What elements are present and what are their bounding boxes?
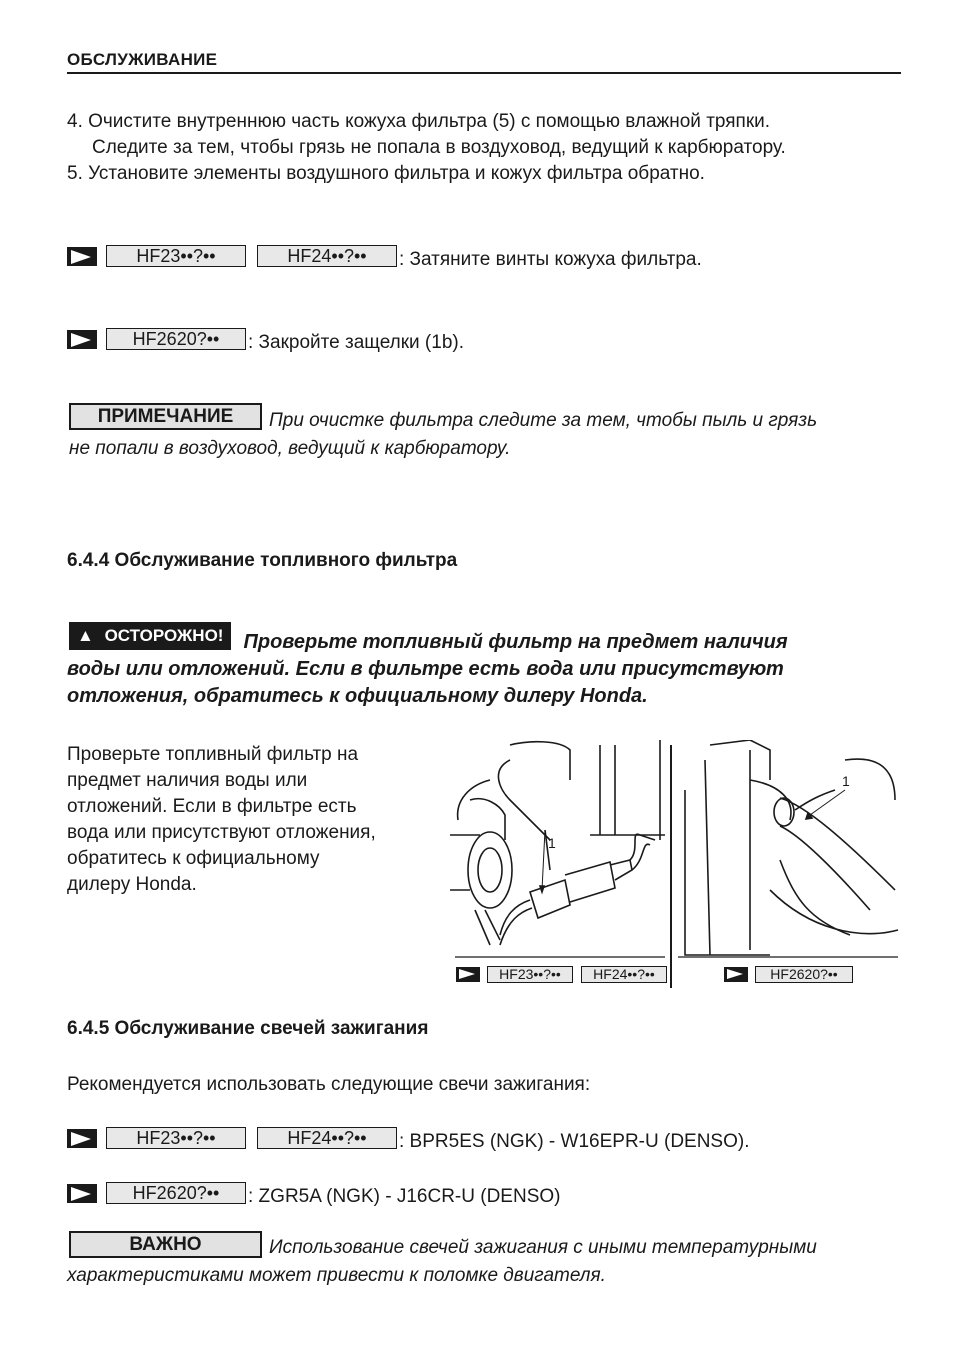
model-tag: HF24••?•• <box>257 245 397 267</box>
arrow-right-icon <box>67 330 97 349</box>
model-tag: HF24••?•• <box>257 1127 397 1149</box>
model-tag: HF23••?•• <box>106 245 246 267</box>
step-4-continued: Следите за тем, чтобы грязь не попала в воздуховод, ведущий к карбюратору. <box>92 137 786 158</box>
caption-right <box>724 966 853 983</box>
warning-text-line2: воды или отложений. Если в фильтре есть вода или присутствуют <box>67 658 784 680</box>
body-line: обратитесь к официальному <box>67 848 320 869</box>
important-label: ВАЖНО <box>69 1231 262 1258</box>
warning-label: ОСТОРОЖНО! <box>104 626 224 645</box>
model-note-1 <box>67 243 702 269</box>
step-5: 5. Установите элементы воздушного фильтра и кожух фильтра обратно. <box>67 163 705 184</box>
important-block <box>69 1231 817 1258</box>
note-block <box>69 403 817 430</box>
body-line: предмет наличия воды или <box>67 770 308 791</box>
model-note-text: : Закройте защелки (1b). <box>248 332 464 353</box>
spark-plugs-intro: Рекомендуется использовать следующие свечи зажигания: <box>67 1074 591 1095</box>
section-title: ОБСЛУЖИВАНИЕ <box>67 50 218 69</box>
body-line: отложений. Если в фильтре есть <box>67 796 357 817</box>
model-note-2 <box>67 326 464 352</box>
model-tag: HF24••?•• <box>581 966 667 983</box>
warning-triangle-icon: ▲ <box>77 626 94 645</box>
model-tag: HF2620?•• <box>106 328 246 350</box>
note-label: ПРИМЕЧАНИЕ <box>69 403 262 430</box>
caption-left <box>456 966 667 983</box>
fuel-filter-illustration <box>450 740 900 990</box>
arrow-right-icon <box>67 247 97 266</box>
model-tag: HF2620?•• <box>755 966 853 983</box>
callout-left: 1 <box>548 835 556 851</box>
body-line: дилеру Honda. <box>67 874 197 895</box>
model-tag: HF23••?•• <box>106 1127 246 1149</box>
arrow-right-icon <box>456 967 480 982</box>
note-text-line1: При очистке фильтра следите за тем, чтобы пыль и грязь <box>269 410 818 431</box>
warning-badge <box>69 622 231 650</box>
note-text-line2: не попали в воздуховод, ведущий к карбюратору. <box>69 438 511 459</box>
heading-fuel-filter: 6.4.4 Обслуживание топливного фильтра <box>67 550 458 571</box>
important-text-line1: Использование свечей зажигания с иными температурными <box>269 1237 817 1258</box>
arrow-right-icon <box>67 1184 97 1203</box>
spark-row-2 <box>67 1180 560 1206</box>
important-text-line2: характеристиками может привести к поломке двигателя. <box>67 1265 606 1286</box>
model-tag: HF23••?•• <box>487 966 573 983</box>
warning-text-line3: отложения, обратитесь к официальному дилеру Honda. <box>67 685 648 707</box>
arrow-right-icon <box>724 967 748 982</box>
fuel-filter-body <box>67 742 376 898</box>
warning-block <box>69 622 788 653</box>
spark-row-text: : BPR5ES (NGK) - W16EPR-U (DENSO). <box>399 1131 750 1152</box>
warning-text-line1: Проверьте топливный фильтр на предмет наличия <box>243 630 788 653</box>
spark-row-1 <box>67 1125 750 1151</box>
heading-spark-plugs: 6.4.5 Обслуживание свечей зажигания <box>67 1018 429 1039</box>
header-rule <box>67 72 901 74</box>
fuel-filter-figure <box>450 740 900 990</box>
body-line: вода или присутствуют отложения, <box>67 822 376 843</box>
model-tag: HF2620?•• <box>106 1182 246 1204</box>
body-line: Проверьте топливный фильтр на <box>67 744 359 765</box>
callout-right: 1 <box>842 773 850 789</box>
spark-row-text: : ZGR5A (NGK) - J16CR-U (DENSO) <box>248 1186 561 1207</box>
model-note-text: : Затяните винты кожуха фильтра. <box>399 249 702 270</box>
step-4: 4. Очистите внутреннюю часть кожуха фильтра (5) с помощью влажной тряпки. <box>67 111 771 132</box>
arrow-right-icon <box>67 1129 97 1148</box>
